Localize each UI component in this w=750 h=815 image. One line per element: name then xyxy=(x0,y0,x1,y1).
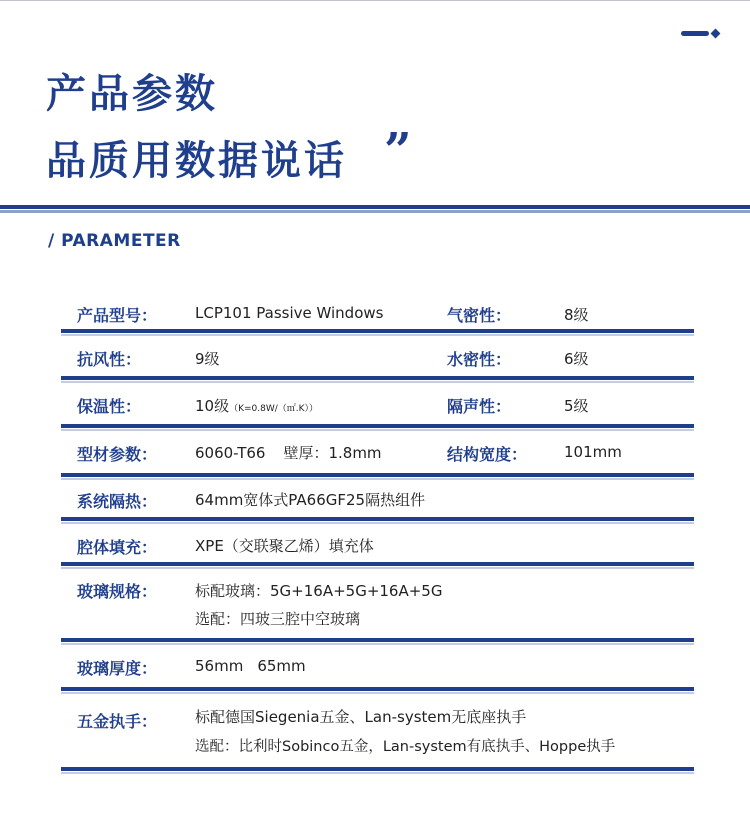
param-label: 抗风性： xyxy=(77,350,142,369)
param-label: 气密性： xyxy=(447,306,512,325)
param-row-glass-spec xyxy=(61,571,694,642)
row-divider xyxy=(61,562,694,566)
param-label: 五金执手： xyxy=(77,712,158,731)
param-value: 6级 xyxy=(564,350,589,368)
param-row-model xyxy=(61,296,694,333)
param-value-line2: 选配：比利时Sobinco五金，Lan-system有底执手、Hoppe执手 xyxy=(195,739,616,755)
param-row-cavity xyxy=(61,526,694,566)
param-value: 标配玻璃：5G+16A+5G+16A+5G xyxy=(195,582,443,600)
row-divider-shadow xyxy=(61,334,694,336)
param-row-profile xyxy=(61,433,694,477)
row-divider-shadow xyxy=(61,381,694,383)
row-divider-shadow xyxy=(61,692,694,694)
row-divider xyxy=(61,767,694,771)
row-divider-shadow xyxy=(61,478,694,480)
param-label: 保温性： xyxy=(77,397,142,416)
param-value: 5级 xyxy=(564,397,589,415)
param-label: 结构宽度： xyxy=(447,445,528,464)
row-divider xyxy=(61,376,694,380)
row-divider-shadow xyxy=(61,429,694,431)
divider-band-light xyxy=(0,210,750,213)
headline-line1: 产品参数 xyxy=(46,71,218,117)
row-divider-shadow xyxy=(61,522,694,524)
param-value: 10级（K=0.8W/（㎡.K）） xyxy=(195,397,319,415)
row-divider xyxy=(61,638,694,642)
row-divider xyxy=(61,424,694,428)
param-value-extra: 壁厚：1.8mm xyxy=(283,444,382,462)
param-value-extra: 65mm xyxy=(257,657,306,675)
param-value: 6060-T66 壁厚：1.8mm xyxy=(195,444,382,462)
row-divider-shadow xyxy=(61,567,694,569)
param-value-note: （K=0.8W/（㎡.K）） xyxy=(229,404,319,414)
param-value: 101mm xyxy=(564,443,622,461)
quote-mark: ” xyxy=(384,123,412,179)
row-divider-shadow xyxy=(61,643,694,645)
param-row-thermal xyxy=(61,482,694,521)
param-label: 隔声性： xyxy=(447,397,512,416)
param-label: 玻璃规格： xyxy=(77,582,158,601)
row-divider xyxy=(61,687,694,691)
row-divider xyxy=(61,517,694,521)
param-label: 系统隔热： xyxy=(77,492,158,511)
param-value: 56mm 65mm xyxy=(195,657,306,675)
section-title: / PARAMETER xyxy=(48,231,181,251)
row-divider-shadow xyxy=(61,772,694,774)
param-label: 型材参数： xyxy=(77,445,158,464)
divider-band xyxy=(0,205,750,209)
headline-line2: 品质用数据说话 xyxy=(46,138,347,184)
param-row-insulation xyxy=(61,385,694,428)
param-value: 9级 xyxy=(195,350,220,368)
row-divider xyxy=(61,329,694,333)
param-value: LCP101 Passive Windows xyxy=(195,304,384,322)
row-divider xyxy=(61,473,694,477)
param-row-glass-thickness xyxy=(61,647,694,691)
param-row-wind xyxy=(61,338,694,380)
param-label: 玻璃厚度： xyxy=(77,659,158,678)
param-value: XPE（交联聚乙烯）填充体 xyxy=(195,537,374,555)
param-row-hardware xyxy=(61,696,694,771)
param-label: 水密性： xyxy=(447,350,512,369)
param-value: 8级 xyxy=(564,306,589,324)
top-border xyxy=(0,0,750,1)
param-value-line2: 选配：四玻三腔中空玻璃 xyxy=(195,610,361,628)
param-value: 64mm宽体式PA66GF25隔热组件 xyxy=(195,491,426,509)
param-label: 产品型号： xyxy=(77,306,158,325)
param-value: 标配德国Siegenia五金、Lan-system无底座执手 xyxy=(195,708,527,726)
decorative-dash-icon xyxy=(681,29,721,39)
param-label: 腔体填充： xyxy=(77,538,158,557)
